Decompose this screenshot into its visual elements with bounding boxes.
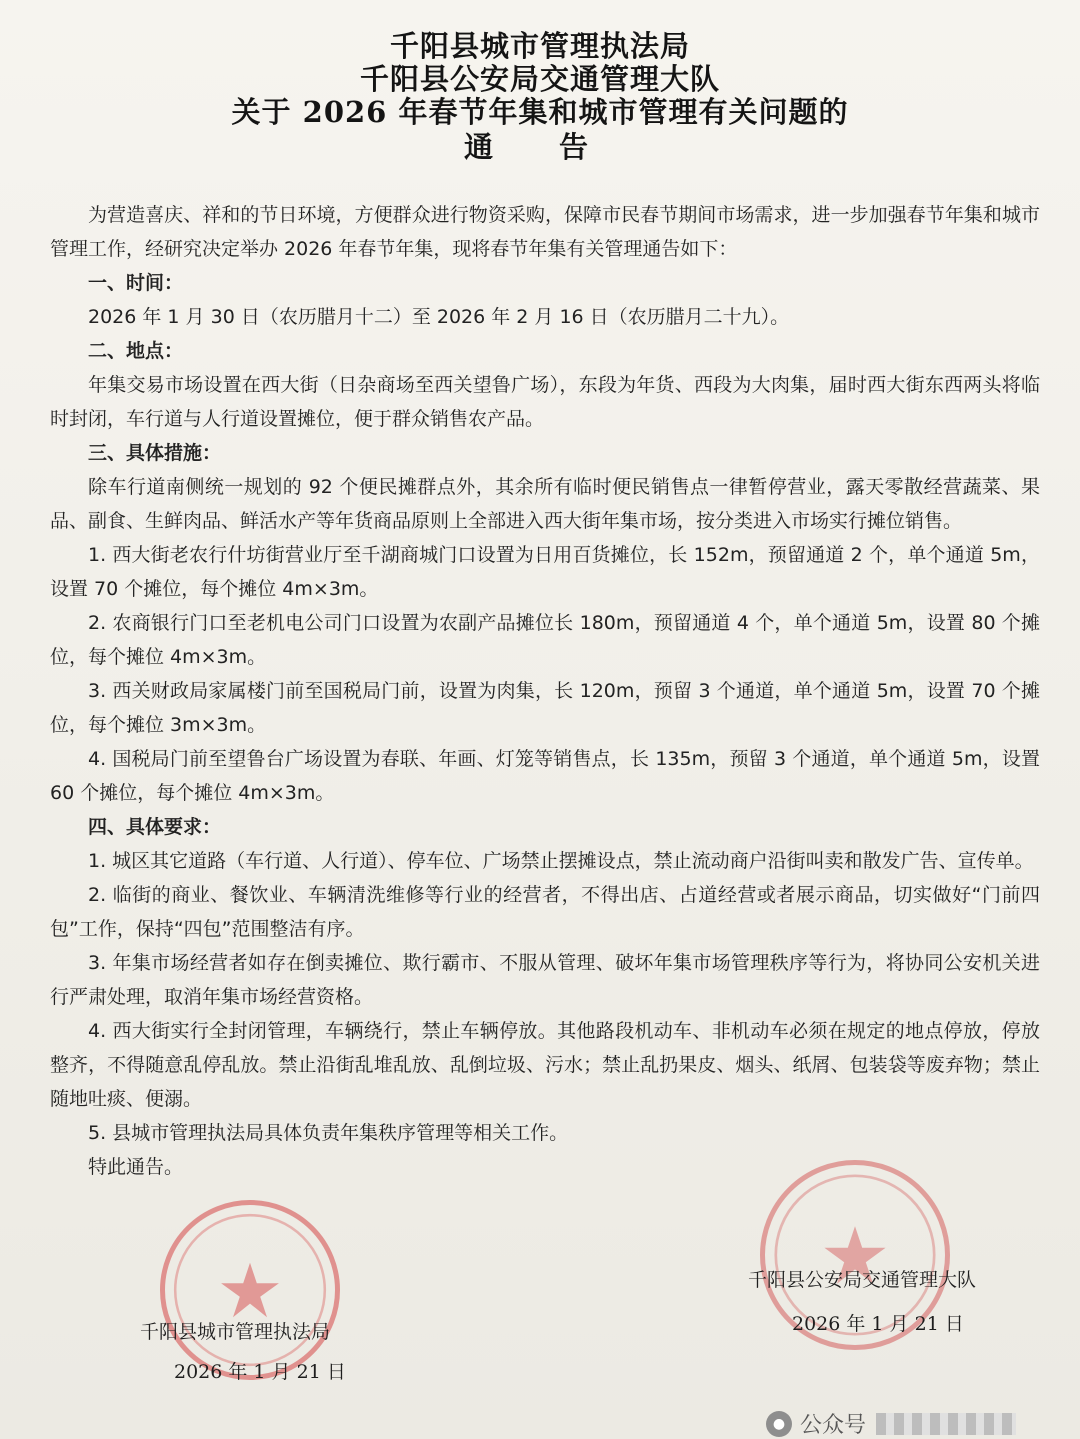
requirements-heading: 四、具体要求： bbox=[88, 816, 222, 838]
requirement-item: 4. 西大街实行全封闭管理，车辆绕行，禁止车辆停放。其他路段机动车、非机动车必须在规定的地点停放，停放整齐，不得随意乱停乱放。禁止沿街乱堆乱放、乱倒垃圾、污水；禁止乱扔果皮、烟头、纸屑、包装袋等废弃物；禁止随地吐痰、便溺。 bbox=[50, 1020, 1040, 1110]
title-notice: 通 告 bbox=[463, 130, 617, 164]
watermark bbox=[766, 1408, 1016, 1439]
requirement-item: 2. 临街的商业、餐饮业、车辆清洗维修等行业的经营者，不得出店、占道经营或者展示商品，切实做好“门前四包”工作，保持“四包”范围整洁有序。 bbox=[50, 884, 1040, 940]
signature-left-org: 千阳县城市管理执法局 bbox=[140, 1321, 331, 1343]
signature-left bbox=[140, 1312, 346, 1392]
title-block bbox=[0, 30, 1080, 164]
requirement-item: 5. 县城市管理执法局具体负责年集秩序管理等相关工作。 bbox=[88, 1122, 569, 1144]
intro-paragraph: 为营造喜庆、祥和的节日环境，方便群众进行物资采购，保障市民春节期间市场需求，进一步加强春节年集和城市管理工作，经研究决定举办 2026 年春节年集，现将春节年集有关管理通告如下： bbox=[50, 204, 1040, 260]
signature-right bbox=[748, 1258, 976, 1346]
place-text: 年集交易市场设置在西大街（日杂商场至西关望鲁广场），东段为年货、西段为大肉集，届时西大街东西两头将临时封闭，车行道与人行道设置摊位，便于群众销售农产品。 bbox=[50, 374, 1040, 430]
measures-heading: 三、具体措施： bbox=[88, 442, 222, 464]
watermark-label: 公众号 bbox=[800, 1413, 867, 1438]
signature-area bbox=[0, 1200, 1080, 1439]
measures-intro: 除车行道南侧统一规划的 92 个便民摊群点外，其余所有临时便民销售点一律暂停营业，露天零散经营蔬菜、果品、副食、生鲜肉品、鲜活水产等年货商品原则上全部进入西大街年集市场，按分类进入市场实行摊位销售。 bbox=[50, 476, 1040, 532]
measure-item: 3. 西关财政局家属楼门前至国税局门前，设置为肉集，长 120m，预留 3 个通道，单个通道 5m，设置 70 个摊位，每个摊位 3m×3m。 bbox=[50, 680, 1040, 736]
notice-body bbox=[50, 198, 1040, 1184]
requirement-item: 3. 年集市场经营者如存在倒卖摊位、欺行霸市、不服从管理、破坏年集市场管理秩序等行为，将协同公安机关进行严肃处理，取消年集市场经营资格。 bbox=[50, 952, 1040, 1008]
signature-right-date: 2026 年 1 月 21 日 bbox=[792, 1313, 964, 1335]
wechat-icon: ● bbox=[766, 1411, 792, 1437]
time-heading: 一、时间： bbox=[88, 272, 184, 294]
measure-item: 4. 国税局门前至望鲁台广场设置为春联、年画、灯笼等销售点，长 135m，预留 3 个通道，单个通道 5m，设置 60 个摊位，每个摊位 4m×3m。 bbox=[50, 748, 1040, 804]
requirement-item: 1. 城区其它道路（车行道、人行道）、停车位、广场禁止摆摊设点，禁止流动商户沿街叫卖和散发广告、宣传单。 bbox=[88, 850, 1034, 872]
signature-right-org: 千阳县公安局交通管理大队 bbox=[748, 1269, 977, 1291]
place-heading: 二、地点： bbox=[88, 340, 184, 362]
title-issuer-1: 千阳县城市管理执法局 bbox=[389, 29, 690, 63]
redacted-account-name bbox=[876, 1413, 1016, 1435]
time-text: 2026 年 1 月 30 日（农历腊月十二）至 2026 年 2 月 16 日（农历腊月二十九）。 bbox=[88, 306, 790, 328]
title-issuer-2: 千阳县公安局交通管理大队 bbox=[359, 62, 720, 96]
signature-left-date: 2026 年 1 月 21 日 bbox=[174, 1361, 346, 1383]
measure-item: 1. 西大街老农行什坊街营业厅至千湖商城门口设置为日用百货摊位，长 152m，预留通道 2 个，单个通道 5m，设置 70 个摊位，每个摊位 4m×3m。 bbox=[50, 544, 1040, 600]
closing-text: 特此通告。 bbox=[88, 1156, 184, 1178]
measure-item: 2. 农商银行门口至老机电公司门口设置为农副产品摊位长 180m，预留通道 4 个，单个通道 5m，设置 80 个摊位，每个摊位 4m×3m。 bbox=[50, 612, 1040, 668]
title-subject: 关于 2026 年春节年集和城市管理有关问题的 bbox=[231, 95, 849, 129]
